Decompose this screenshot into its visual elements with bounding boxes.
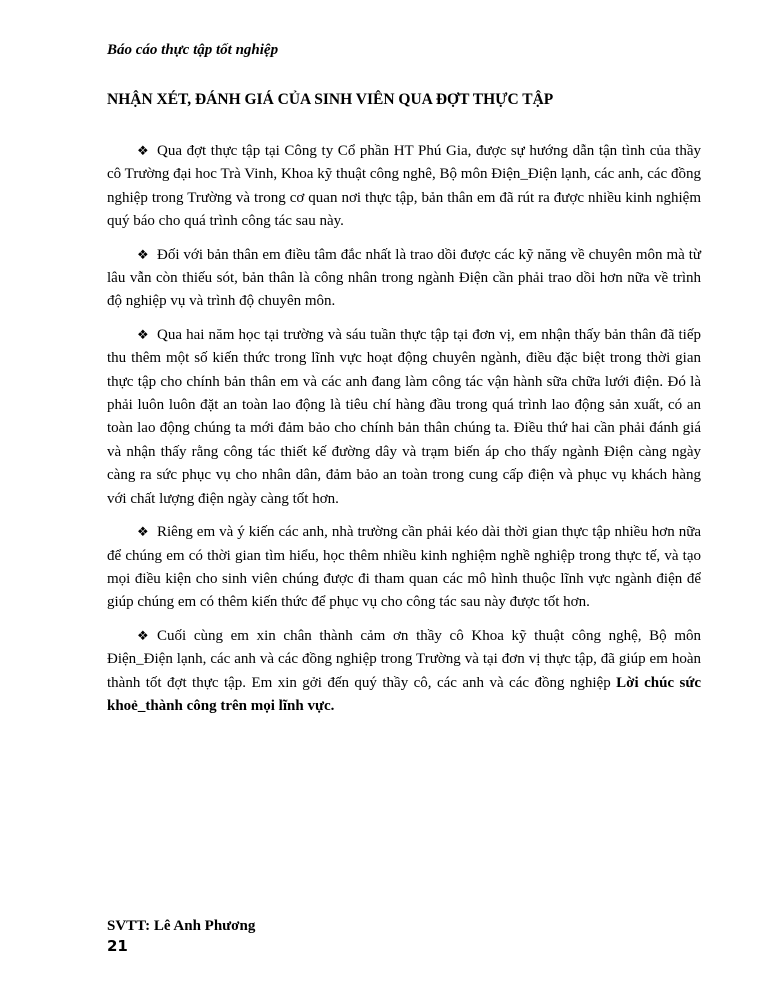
section-title: NHẬN XÉT, ĐÁNH GIÁ CỦA SINH VIÊN QUA ĐỢT THỰC TẬP [107,91,554,108]
paragraph-text: Cuối cùng em xin chân thành cảm ơn thầy cô Khoa kỹ thuật công nghệ, Bộ môn Điện_Điện lạnh, các anh và các đồng nghiệp trong Trường và tại đơn vị thực tập, đã giúp em hoàn thành tốt đợt thực tập. Em xin gởi đến quý thầy cô, các anh và các đồng nghiệp [107,627,701,691]
paragraph-text: Qua đợt thực tập tại Công ty Cổ phần HT Phú Gia, được sự hướng dẫn tận tình của thầy cô Trường đại hoc Trà Vinh, Khoa kỹ thuật công nghê, Bộ môn Điện_Điện lạnh, các anh, các đồng nghiệp trong Trường và trong cơ quan nơi thực tập, bản thân em đã rút ra được nhiều kinh nghiệm quý báo cho quá trình công tác sau này. [107,143,701,230]
report-header: Báo cáo thực tập tốt nghiệp [107,42,279,58]
diamond-bullet-icon: ❖ [137,247,149,263]
paragraph-5 [107,625,701,719]
page-number: 21 [107,937,128,955]
closing-wish: Lời chúc sức khoẻ_thành công trên mọi lĩnh vực. [107,674,701,714]
paragraph-1 [107,140,701,234]
paragraph-text: Riêng em và ý kiến các anh, nhà trường cần phải kéo dài thời gian thực tập nhiều hơn nữa để chúng em có thời gian tìm hiểu, học thêm nhiều kinh nghiệm nghề nghiệp trong thực tế, và tạo mọi điều kiện cho sinh viên chúng được đi tham quan các mô hình thuộc lĩnh vực ngành điện để giúp chúng em có thêm kiến thức để phục vụ cho công tác sau này được tốt hơn. [107,524,701,611]
document-body [107,140,701,728]
paragraph-3 [107,324,701,511]
paragraph-2 [107,244,701,314]
diamond-bullet-icon: ❖ [137,525,149,541]
paragraph-4 [107,521,701,615]
diamond-bullet-icon: ❖ [137,144,149,159]
paragraph-text: Qua hai năm học tại trường và sáu tuần thực tập tại đơn vị, em nhận thấy bản thân đã tiếp thu thêm một số kiến thức trong lĩnh vực hoạt động chuyên ngành, điều đặc biệt trong thời gian thực tập cho chính bản thân em và các anh đang làm công tác vận hành sữa chữa lưới điện. Đó là phải luôn luôn đặt an toàn lao động là tiêu chí hàng đầu trong quá trình lao động sản xuất, có an toàn lao động chúng ta mới đảm bảo cho chính bản thân chúng ta. Điều thứ hai cần phải đánh giá và nhận thấy rằng công tác thiết kế đường dây và trạm biến áp cho thấy ngành Điện càng ngày càng ra sức phục vụ cho nhân dân, đảm bảo an toàn trong cung cấp điện và phục vụ khách hàng với chất lượng điện ngày càng tốt hơn. [107,326,701,507]
student-name: SVTT: Lê Anh Phương [107,918,256,934]
diamond-bullet-icon: ❖ [137,327,149,343]
diamond-bullet-icon: ❖ [137,628,149,644]
paragraph-text: Đối với bản thân em điều tâm đắc nhất là trao dồi được các kỹ năng về chuyên môn mà từ lâu vẫn còn thiếu sót, bản thân là công nhân trong ngành Điện cần phải trao dồi hơn nữa về trình độ nghiệp vụ và trình độ chuyên môn. [107,246,701,310]
